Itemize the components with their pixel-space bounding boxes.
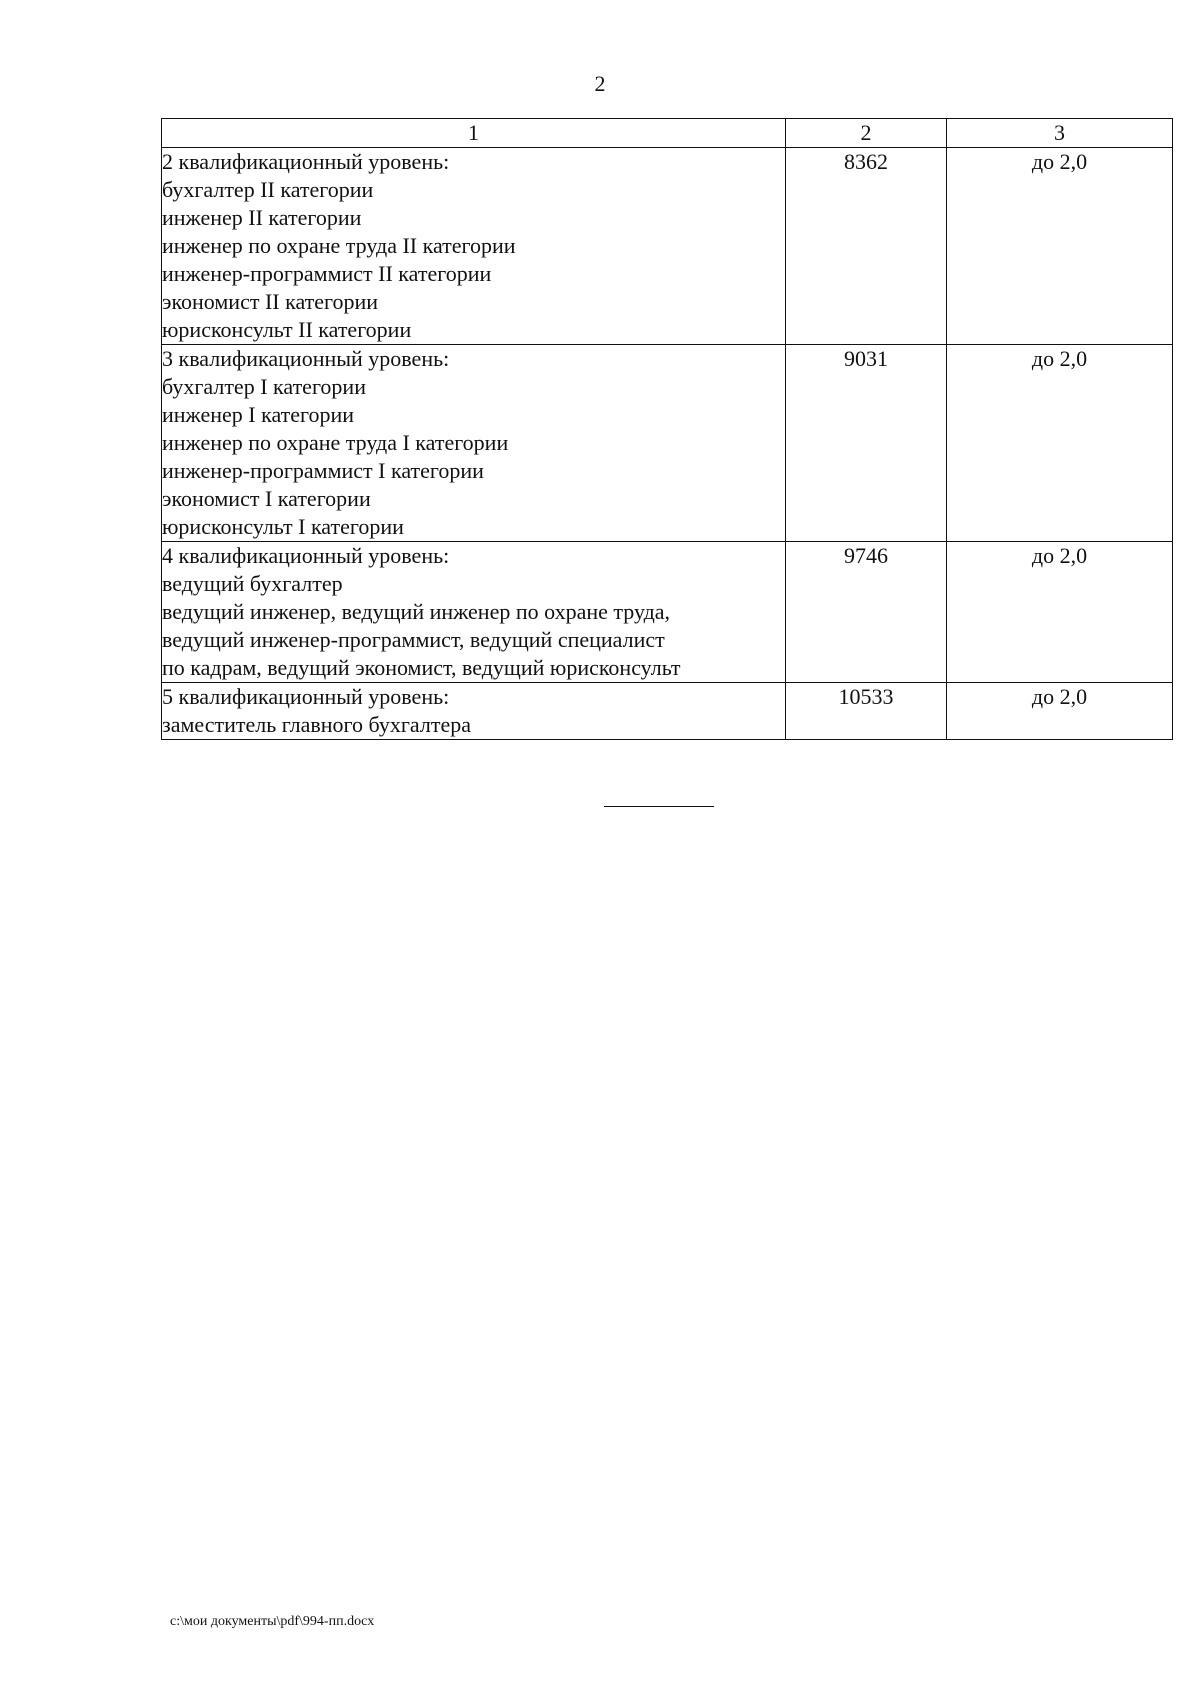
qualification-table [161, 118, 1173, 740]
table-row [162, 683, 1173, 740]
table-row [162, 345, 1173, 542]
position-line: ведущий инженер-программист, ведущий специалист [162, 627, 665, 652]
position-line: по кадрам, ведущий экономист, ведущий юрисконсульт [162, 655, 681, 680]
end-of-document-rule [604, 806, 714, 807]
salary-value-cell: 9031 [786, 345, 947, 542]
position-line: инженер по охране труда II категории [162, 233, 516, 258]
position-line: инженер по охране труда I категории [162, 430, 509, 455]
coefficient-cell: до 2,0 [947, 683, 1173, 740]
position-line: инженер-программист I категории [162, 458, 484, 483]
table-header-row [162, 119, 1173, 148]
column-header-3: 3 [947, 119, 1173, 148]
column-header-2: 2 [786, 119, 947, 148]
salary-value-cell: 8362 [786, 148, 947, 345]
column-header-1: 1 [162, 119, 786, 148]
position-line: экономист II категории [162, 289, 379, 314]
coefficient-cell: до 2,0 [947, 148, 1173, 345]
coefficient-cell: до 2,0 [947, 345, 1173, 542]
qualification-level-title: 3 квалификационный уровень: [162, 346, 450, 371]
table-row [162, 148, 1173, 345]
coefficient-cell: до 2,0 [947, 542, 1173, 683]
position-line: бухгалтер I категории [162, 374, 366, 399]
salary-value-cell: 9746 [786, 542, 947, 683]
qualification-level-title: 2 квалификационный уровень: [162, 149, 450, 174]
qualification-level-cell [162, 542, 786, 683]
position-line: ведущий инженер, ведущий инженер по охране труда, [162, 599, 671, 624]
position-line: юрисконсульт I категории [162, 514, 404, 539]
position-line: юрисконсульт II категории [162, 317, 412, 342]
footer-file-path: c:\мои документы\pdf\994-пп.docx [170, 1614, 375, 1629]
table-row [162, 542, 1173, 683]
page-number: 2 [594, 71, 606, 96]
qualification-level-cell [162, 148, 786, 345]
salary-value-cell: 10533 [786, 683, 947, 740]
position-line: ведущий бухгалтер [162, 571, 343, 596]
qualification-level-title: 5 квалификационный уровень: [162, 684, 450, 709]
position-line: инженер I категории [162, 402, 355, 427]
position-line: инженер II категории [162, 205, 362, 230]
position-line: экономист I категории [162, 486, 371, 511]
qualification-level-title: 4 квалификационный уровень: [162, 543, 450, 568]
qualification-level-cell [162, 683, 786, 740]
position-line: инженер-программист II категории [162, 261, 492, 286]
position-line: бухгалтер II категории [162, 177, 374, 202]
position-line: заместитель главного бухгалтера [162, 712, 471, 737]
qualification-level-cell [162, 345, 786, 542]
